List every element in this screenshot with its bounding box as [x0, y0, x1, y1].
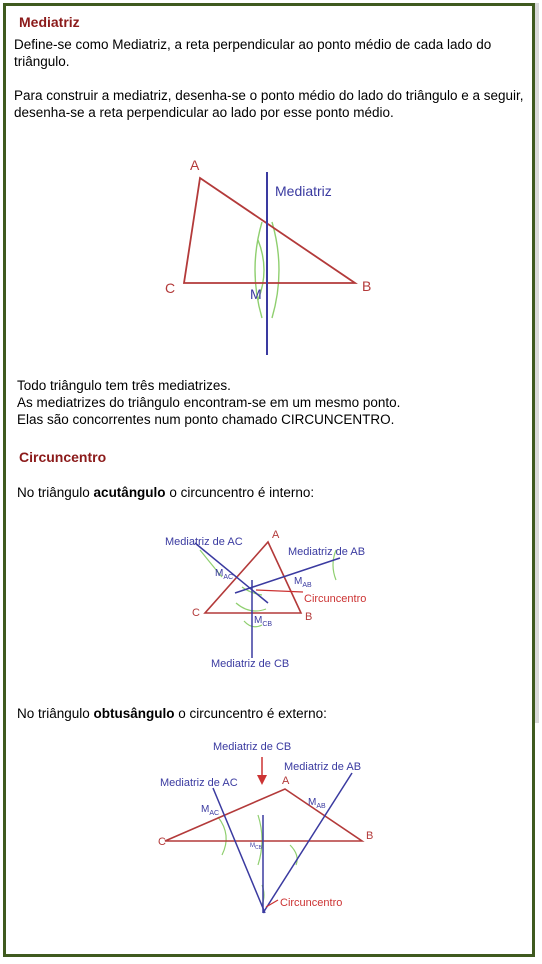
mediatriz-figure	[0, 150, 542, 360]
acute-text-pre: No triângulo	[17, 485, 94, 500]
construction-paragraph: Para construir a mediatriz, desenha-se o ponto médio do lado do triângulo e a seguir, desenha-se a reta perpendicular ao lado por esse ponto médio.	[14, 88, 524, 120]
heading-circuncentro: Circuncentro	[19, 449, 107, 465]
acute-construction-arcs	[200, 550, 336, 627]
acute-vertex-b-label: B	[305, 611, 313, 623]
mediatriz-label: Mediatriz	[275, 183, 332, 199]
obtuse-arrow-head	[257, 775, 267, 785]
obtuse-label-mac: $M_{AC}$	[201, 804, 220, 817]
concurrent-line: As mediatrizes do triângulo encontram-se em um mesmo ponto.	[17, 395, 401, 410]
obtuse-label-mab: $M_{AB}$	[308, 797, 326, 810]
obtuse-vertex-a-label: A	[282, 775, 290, 787]
obtuse-label-circuncentro: Circuncentro	[280, 897, 343, 909]
acute-label-med-cb: Mediatriz de CB	[211, 658, 290, 670]
obtuse-text-post: o circuncentro é externo:	[174, 706, 327, 721]
acute-circuncentro-arrow	[256, 590, 303, 592]
obtuse-text-pre: No triângulo	[17, 706, 94, 721]
definition-paragraph: Define-se como Mediatriz, a reta perpendicular ao ponto médio de cada lado do triângulo.	[14, 37, 492, 69]
obtuse-circuncentro-arrow	[266, 900, 278, 907]
acute-mediatriz-ac	[195, 543, 268, 603]
vertex-c-label: C	[165, 280, 176, 296]
acute-vertex-c-label: C	[192, 607, 200, 619]
obtuse-triangle-figure	[0, 735, 542, 920]
acute-label-mcb: $M_{CB}$	[254, 615, 273, 628]
acute-text-post: o circuncentro é interno:	[165, 485, 315, 500]
circuncentro-line: Elas são concorrentes num ponto chamado CIRCUNCENTRO.	[17, 412, 395, 427]
obtuse-label-med-cb: Mediatriz de CB	[213, 741, 292, 753]
acute-label-circuncentro: Circuncentro	[304, 593, 367, 605]
three-mediatrizes-line: Todo triângulo tem três mediatrizes.	[17, 378, 231, 393]
obtuse-paragraph	[17, 705, 327, 722]
obtuse-label-med-ab: Mediatriz de AB	[284, 761, 362, 773]
obtuse-mediatriz-ab	[263, 773, 352, 913]
acute-paragraph	[17, 484, 314, 501]
obtuse-label-med-ac: Mediatriz de AC	[160, 777, 238, 789]
acute-label-mab: $M_{AB}$	[294, 576, 312, 589]
acute-label-med-ac: Mediatriz de AC	[165, 536, 243, 548]
obtuse-vertex-b-label: B	[366, 830, 374, 842]
heading-mediatriz: Mediatriz	[19, 14, 80, 30]
obtuse-vertex-c-label: C	[158, 836, 166, 848]
acute-label-med-ab: Mediatriz de AB	[288, 546, 366, 558]
vertex-a-label: A	[190, 157, 200, 173]
obtuse-label-mcb: $M_{CB}$	[250, 843, 262, 851]
acute-vertex-a-label: A	[272, 529, 280, 541]
acute-label-mac: $M_{AC}$	[215, 568, 234, 581]
vertex-b-label: B	[362, 278, 372, 294]
obtuse-text-bold: obtusângulo	[93, 706, 175, 721]
acute-triangle-figure	[0, 525, 542, 675]
acute-mediatriz-ab	[235, 558, 340, 593]
acute-text-bold: acutângulo	[93, 485, 166, 500]
midpoint-m-label: M	[250, 286, 262, 302]
